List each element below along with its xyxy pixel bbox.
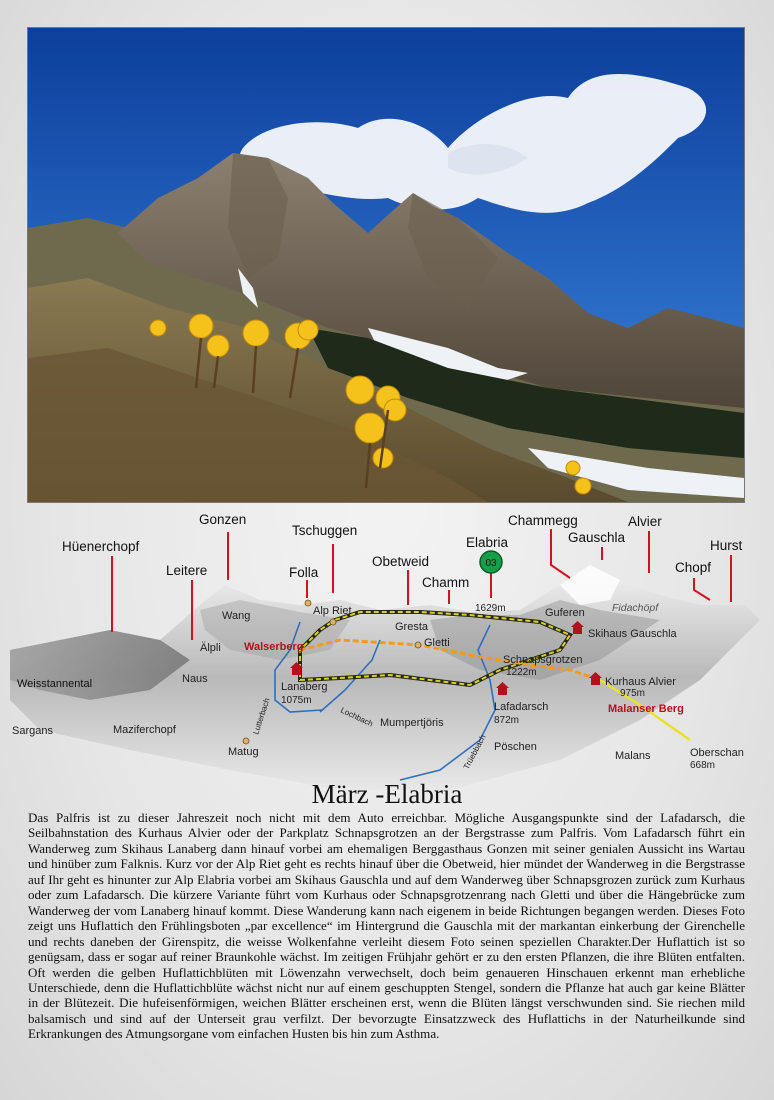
- label-kurhaus-alvier: Kurhaus Alvier: [605, 676, 676, 688]
- label-weisstannental: Weisstannental: [17, 678, 93, 690]
- label-malanser-berg: Malanser Berg: [608, 703, 684, 715]
- label-guferen: Guferen: [545, 607, 585, 619]
- label-obetweid: Obetweid: [372, 554, 430, 569]
- label-huenerchopf: Hüenerchopf: [62, 539, 140, 554]
- label-gletti: Gletti: [424, 637, 450, 649]
- label-lanaberg: Lanaberg: [281, 681, 328, 693]
- label-kurhaus-alvier-altitude: 975m: [620, 688, 646, 699]
- route-badge: [480, 551, 502, 573]
- label-lanaberg-altitude: 1075m: [281, 695, 312, 706]
- label-chopf: Chopf: [675, 560, 712, 575]
- label-elabria: Elabria: [466, 535, 509, 550]
- label-alpli: Älpli: [200, 642, 221, 654]
- label-elabria-altitude: 1629m: [475, 603, 506, 614]
- label-schnapsgrotzen: Schnapsgrotzen: [503, 654, 583, 666]
- label-oberschan-altitude: 668m: [690, 760, 716, 771]
- label-oberschan: Oberschan: [690, 747, 744, 759]
- label-chammegg: Chammegg: [508, 513, 578, 528]
- label-mumpertjoeris: Mumpertjöris: [380, 717, 444, 729]
- label-lafadarsch-altitude: 872m: [494, 715, 520, 726]
- coltsfoot-mountain-photo: [27, 27, 745, 503]
- body-paragraph: Das Palfris ist zu dieser Jahreszeit noch nicht mit dem Auto erreichbar. Mögliche Ausgangspunkte sind der Lafadarsch, die Seilbahnstation des Kurhaus Alvier oder der Parkplatz Schnapsgrotzen an der Bergstrasse zum Palfris. Vom Lafadarsch führt ein Wanderweg zum Skihaus Lanaberg dann hinauf vorbei am ehemaligen Berggasthaus Gonzen mit seiner genialen Aussicht ins Wartau und hinüber zum Falknis. Kurz vor der Alp Riet geht es rechts hinauf über die Obetweid, hier mündet der Wanderweg in die Bergstrasse auf Ihr geht es hinunter zur Alp Elabria vorbei am Skihaus Gauschla und auf dem Wanderweg über Schnapsgrozen zurück zum Kurhaus oder zum Lafadarsch. Die kürzere Variante führt vom Kurhaus oder Schnapsgrotzenrang nach Gletti und über die Hängebrücke zum Wanderweg der vom Lanaberg hinauf kommt. Diese Wanderung kann nach eigenem in beide Richtungen begangen werden. Dieses Foto zeigt uns Huflattich den Frühlingsboten „par excellence“ im Hintergrund die Gauschla mit der markantan einkerbung der Girenchelle und rechts daneben der Girenspitz, die weisse Wolkenfahne verleiht diesem Foto seinen speziellen Charakter.Der Huflattich ist so genügsam, dass er sogar auf reiner Braunkohle wächst. Im zeitigen Frühjahr gehört er zu den ersten Pflanzen, die ihre Blüten entfalten. Oft werden die gelben Huflattichblüten mit Löwenzahn verwechselt, doch beim genaueren Hinschauen erkennt man erhebliche Unterschiede, denn die Huflattichblüte wächst nicht nur auf einem geschuppten Stengel, sondern die Pflanze hat auch gar keine Blätter in der Blütezeit. Die hufeisenförmigen, weichen Blätter erscheinen erst, wenn die Blüten längst verschwunden sind. Sie riechen mild balsamisch und sind auf der Unterseit grau verfilzt. Der bevorzugte Einsatzzweck des Huflattichs in der Naturheilkunde sind Erkrankungen des Atmungsorgane vom einfachen Husten bis hin zum Asthma.: [28, 810, 745, 1042]
- label-lochbach: Lochbach: [339, 705, 375, 729]
- label-wang: Wang: [222, 610, 251, 622]
- label-naus: Naus: [182, 673, 208, 685]
- label-tschuggen: Tschuggen: [292, 523, 358, 538]
- label-schnapsgrotzen-altitude: 1222m: [506, 667, 537, 678]
- label-folla: Folla: [289, 565, 319, 580]
- route-badge-number: 03: [485, 558, 497, 569]
- label-poeschen: Pöschen: [494, 741, 537, 753]
- label-lafadarsch: Lafadarsch: [494, 701, 549, 713]
- label-truebbach: Trüebbach: [461, 733, 488, 771]
- label-alvier: Alvier: [628, 514, 662, 529]
- label-lutterbach: Lutterbach: [251, 696, 272, 736]
- label-fidachopf: Fidachöpf: [612, 602, 659, 614]
- label-matug: Matug: [228, 746, 259, 758]
- label-hurst: Hurst: [710, 538, 743, 553]
- label-gonzen: Gonzen: [199, 512, 247, 527]
- label-skihaus-gauschla: Skihaus Gauschla: [588, 628, 677, 640]
- label-leitere: Leitere: [166, 563, 208, 578]
- label-walserberg: Walserberg: [244, 641, 304, 653]
- label-alp-riet: Alp Riet: [313, 605, 352, 617]
- label-sargans: Sargans: [12, 725, 53, 737]
- label-gresta: Gresta: [395, 621, 429, 633]
- label-malans: Malans: [615, 750, 651, 762]
- label-maziferchopf: Maziferchopf: [113, 724, 176, 736]
- label-gauschla: Gauschla: [568, 530, 626, 545]
- page-title: März -Elabria: [311, 779, 463, 809]
- label-chamm: Chamm: [422, 575, 470, 590]
- panorama-trail-map: [0, 505, 774, 805]
